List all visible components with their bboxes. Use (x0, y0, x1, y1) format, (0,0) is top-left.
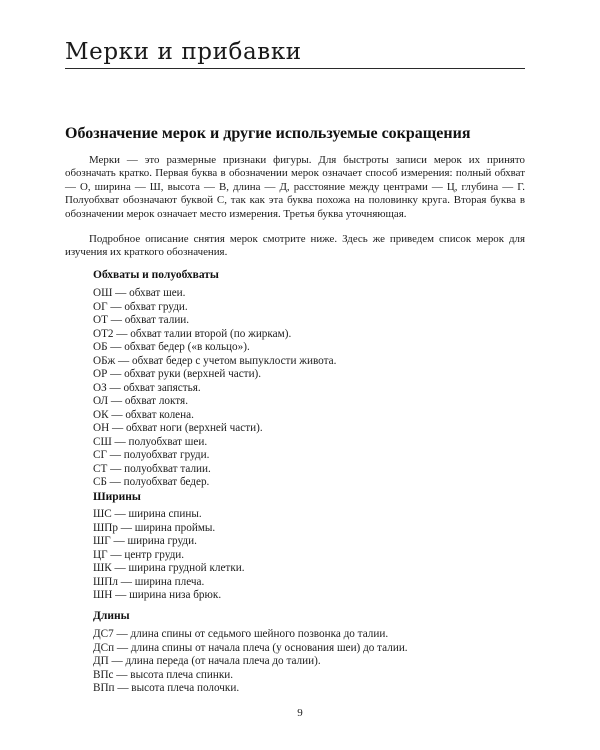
widths-list (93, 508, 245, 603)
list-item: ДСп — длина спины от начала плеча (у основания шеи) до талии. (93, 641, 408, 654)
list-item: ОР — обхват руки (верхней части). (93, 368, 262, 380)
subheading-girths: Обхваты и полуобхваты (93, 269, 219, 281)
list-item: ОК — обхват колена. (93, 408, 194, 421)
list-item: ЦГ — центр груди. (93, 548, 185, 561)
girths-list (93, 287, 336, 490)
list-item: ШН — ширина низа брюк. (93, 589, 222, 601)
list-item: СШ — полуобхват шеи. (93, 435, 208, 448)
list-item: СГ — полуобхват груди. (93, 449, 210, 461)
list-item: ШПр — ширина проймы. (93, 521, 216, 534)
list-intro-paragraph: Подробное описание снятия мерок смотрите ниже. Здесь же приведем список мерок для изучения их краткого обозначения. (65, 233, 525, 259)
subheading-widths: Ширины (93, 491, 141, 503)
list-item: ШК — ширина грудной клетки. (93, 562, 245, 574)
subheading-lengths: Длины (93, 610, 130, 622)
list-item: ОТ2 — обхват талии второй (по жиркам). (93, 327, 292, 340)
list-item: ОЗ — обхват запястья. (93, 381, 201, 394)
list-item: ОЛ — обхват локтя. (93, 395, 188, 407)
page-title: Мерки и прибавки (65, 39, 302, 65)
list-item: ШПл — ширина плеча. (93, 575, 205, 588)
lengths-list (93, 628, 408, 696)
list-item: ВПп — высота плеча полочки. (93, 682, 240, 694)
list-item: ОБ — обхват бедер («в кольцо»). (93, 341, 250, 353)
list-item: ДС7 — длина спины от седьмого шейного позвонка до талии. (93, 628, 389, 640)
list-item: ОГ — обхват груди. (93, 300, 188, 313)
list-item: ОН — обхват ноги (верхней части). (93, 422, 263, 434)
list-item: ШГ — ширина груди. (93, 535, 197, 547)
list-item: СБ — полуобхват бедер. (93, 476, 210, 488)
list-item: ДП — длина переда (от начала плеча до талии). (93, 655, 321, 667)
page-number: 9 (297, 707, 303, 719)
list-item: ОБж — обхват бедер с учетом выпуклости живота. (93, 354, 337, 367)
list-item: ОШ — обхват шеи. (93, 287, 186, 299)
list-item: ВПс — высота плеча спинки. (93, 668, 234, 681)
section-heading: Обозначение мерок и другие используемые сокращения (65, 125, 471, 142)
list-item: ШС — ширина спины. (93, 508, 202, 520)
list-item: ОТ — обхват талии. (93, 314, 190, 326)
intro-paragraph: Мерки — это размерные признаки фигуры. Для быстроты записи мерок их принято обозначать кратко. Первая буква в обозначении мерок означает способ измерения: полный обхват — О, ширина — Ш, высота — В, длина — Д, расстояние между центрами — Ц, глубина — Г. Полуобхват обозначают буквой С, так как эта буква похожа на половинку круга. Вторая буква в обозначении мерок означает место измерения. Третья буква уточняющая. (65, 154, 525, 220)
title-divider (65, 68, 525, 69)
list-item: СТ — полуобхват талии. (93, 462, 211, 475)
